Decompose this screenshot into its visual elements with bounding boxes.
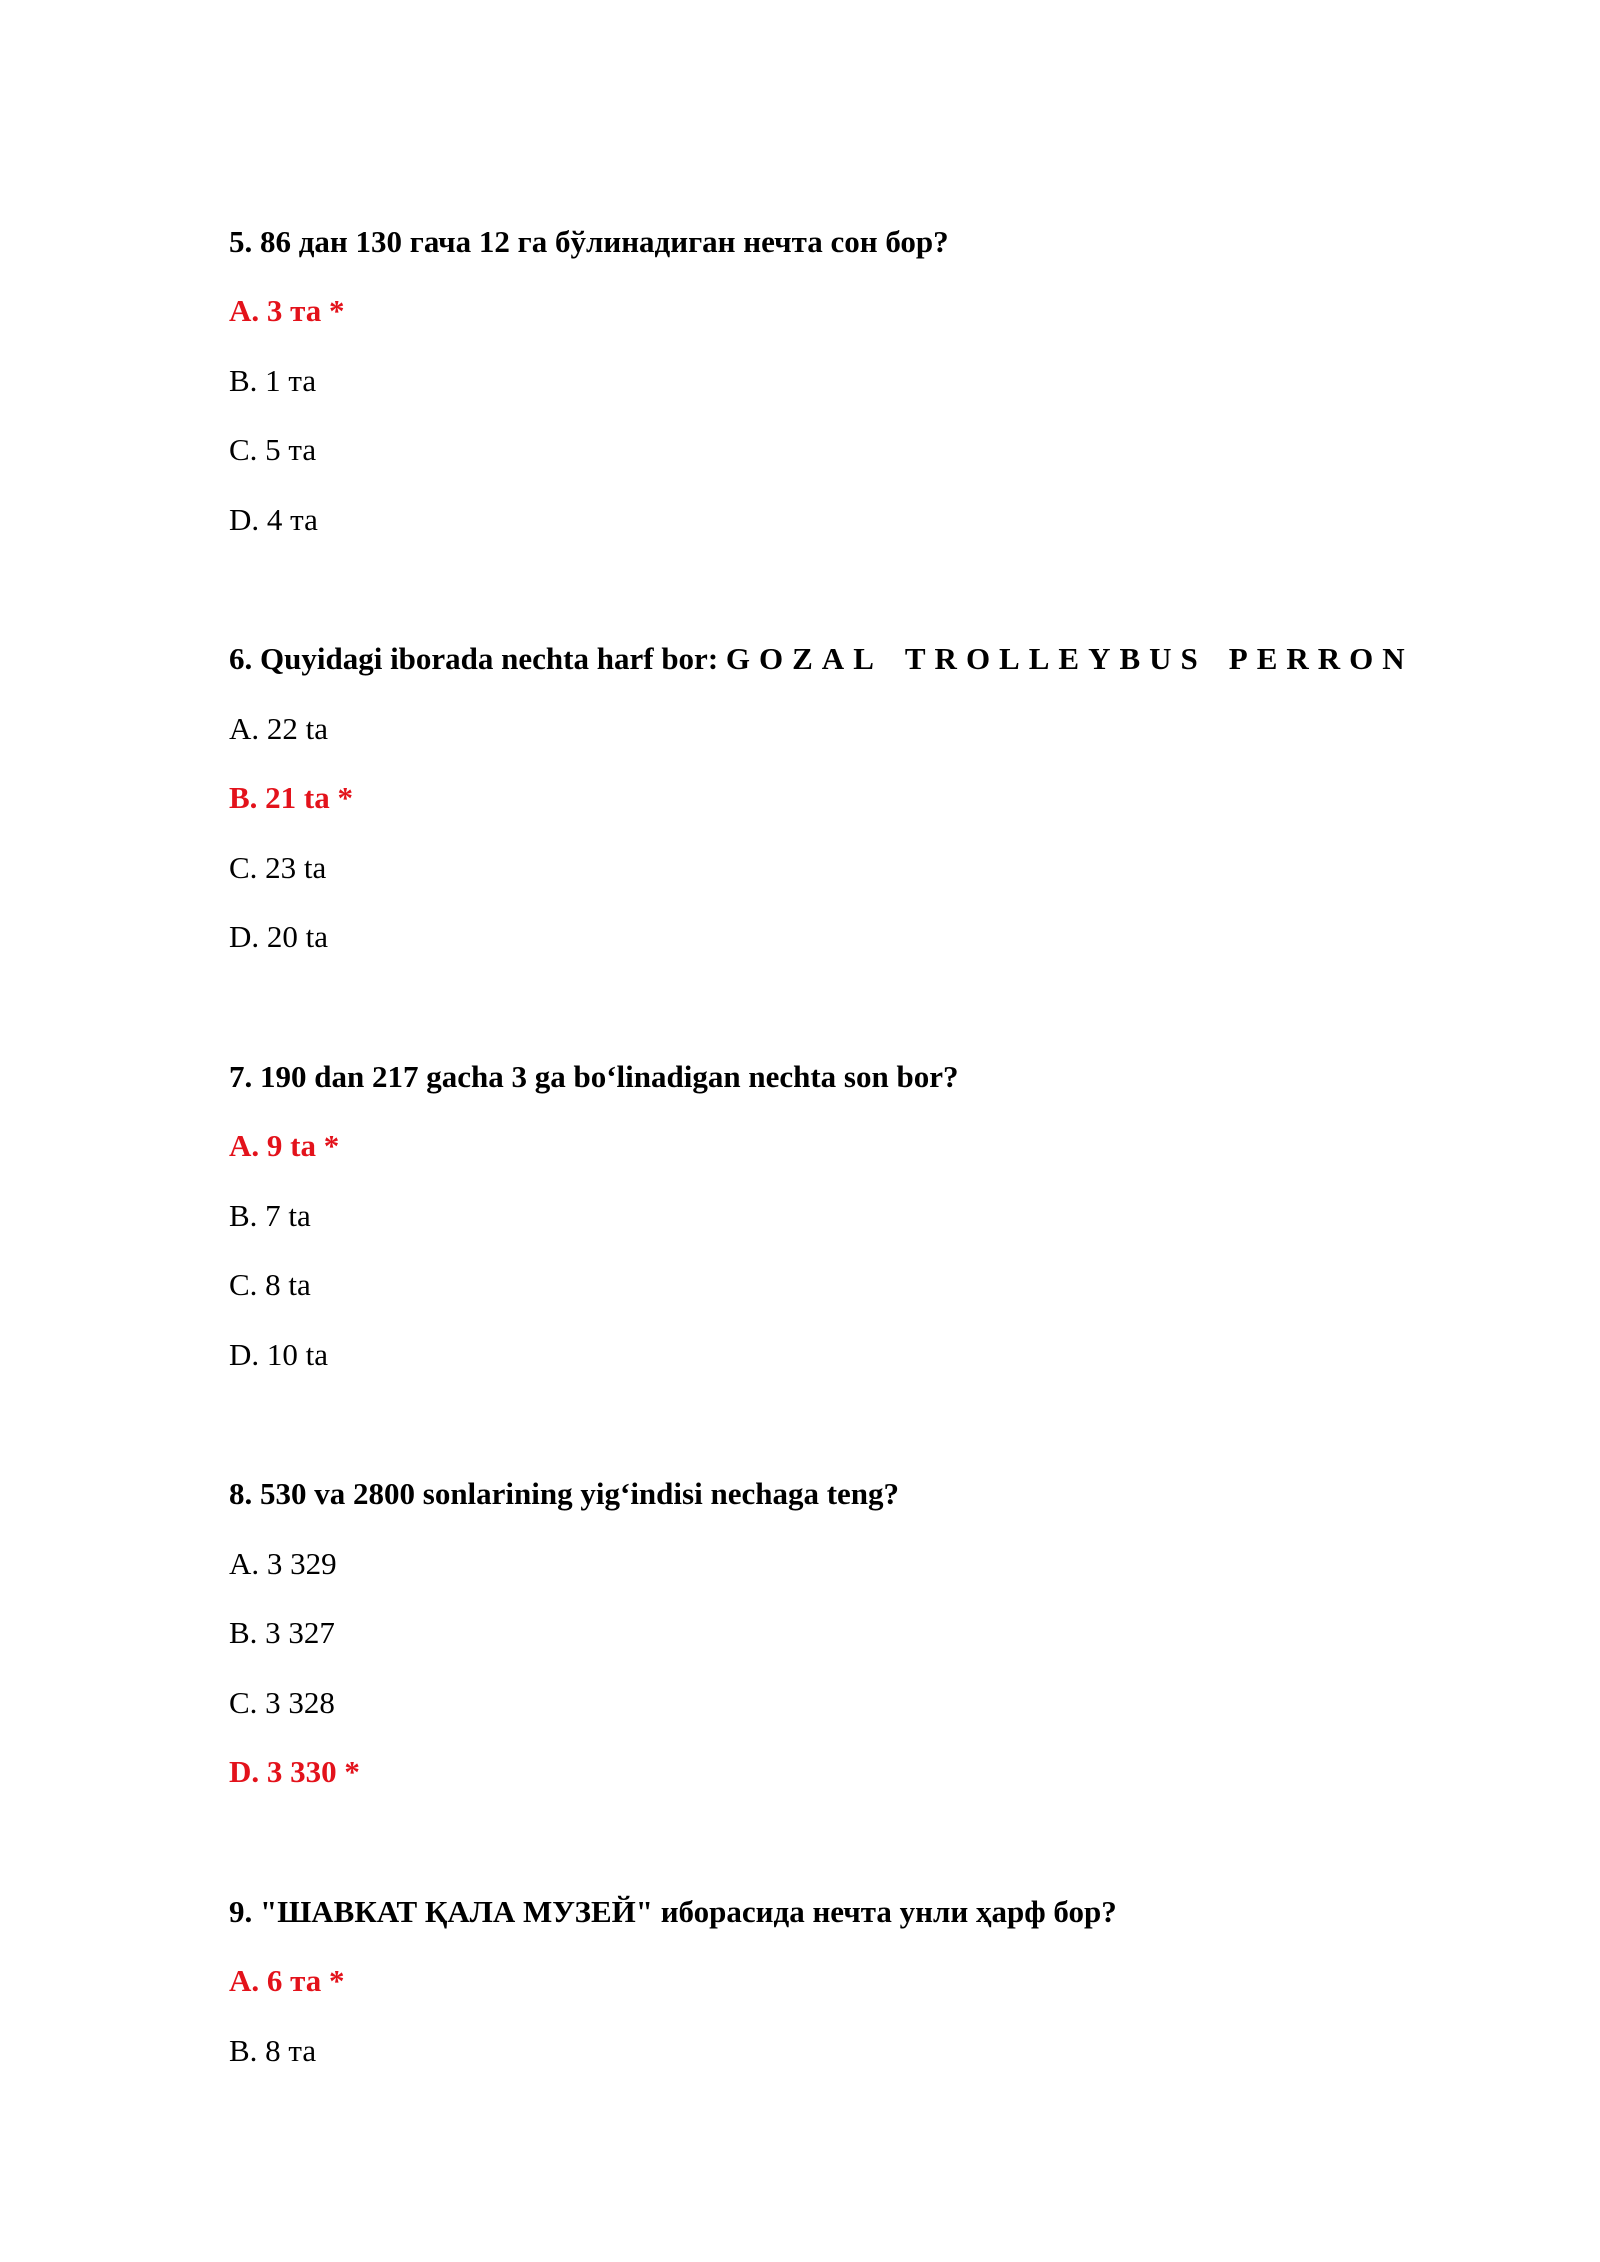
question-9: 9. "ШАВКАТ ҚАЛА МУЗЕЙ" иборасида нечта унли ҳарф бор? <box>229 1894 1117 1929</box>
question-6-option-d: D. 20 ta <box>229 919 329 954</box>
question-5-option-d: D. 4 та <box>229 502 318 537</box>
question-8-option-a: A. 3 329 <box>229 1546 337 1581</box>
question-6-text: 6. Quyidagi iborada nechta harf bor: <box>229 641 726 676</box>
question-6 <box>229 639 1414 679</box>
question-7-option-c: C. 8 ta <box>229 1267 311 1302</box>
question-7: 7. 190 dan 217 gacha 3 ga bo‘linadigan nechta son bor? <box>229 1059 959 1094</box>
question-5-option-b: B. 1 та <box>229 363 317 398</box>
question-6-word-2: TROLLEYBUS <box>904 641 1207 676</box>
question-7-option-a: A. 9 ta * <box>229 1128 340 1163</box>
question-8-option-d: D. 3 330 * <box>229 1754 360 1789</box>
question-5: 5. 86 дан 130 гача 12 га бўлинадиган нечта сон бор? <box>229 224 949 259</box>
question-5-option-a: A. 3 та * <box>229 293 345 328</box>
question-9-option-a: A. 6 та * <box>229 1963 345 1998</box>
question-6-option-a: A. 22 ta <box>229 711 329 746</box>
question-8: 8. 530 va 2800 sonlarining yig‘indisi nechaga teng? <box>229 1476 900 1511</box>
question-5-option-c: C. 5 та <box>229 432 317 467</box>
question-6-word-1: GOZAL <box>725 641 883 676</box>
question-8-option-c: C. 3 328 <box>229 1685 335 1720</box>
question-8-option-b: B. 3 327 <box>229 1615 335 1650</box>
question-9-option-b: B. 8 та <box>229 2033 317 2068</box>
question-6-option-b: B. 21 ta * <box>229 780 353 815</box>
question-6-word-3: PERRON <box>1228 641 1414 676</box>
question-6-option-c: C. 23 ta <box>229 850 327 885</box>
question-7-option-d: D. 10 ta <box>229 1337 329 1372</box>
question-7-option-b: B. 7 ta <box>229 1198 311 1233</box>
